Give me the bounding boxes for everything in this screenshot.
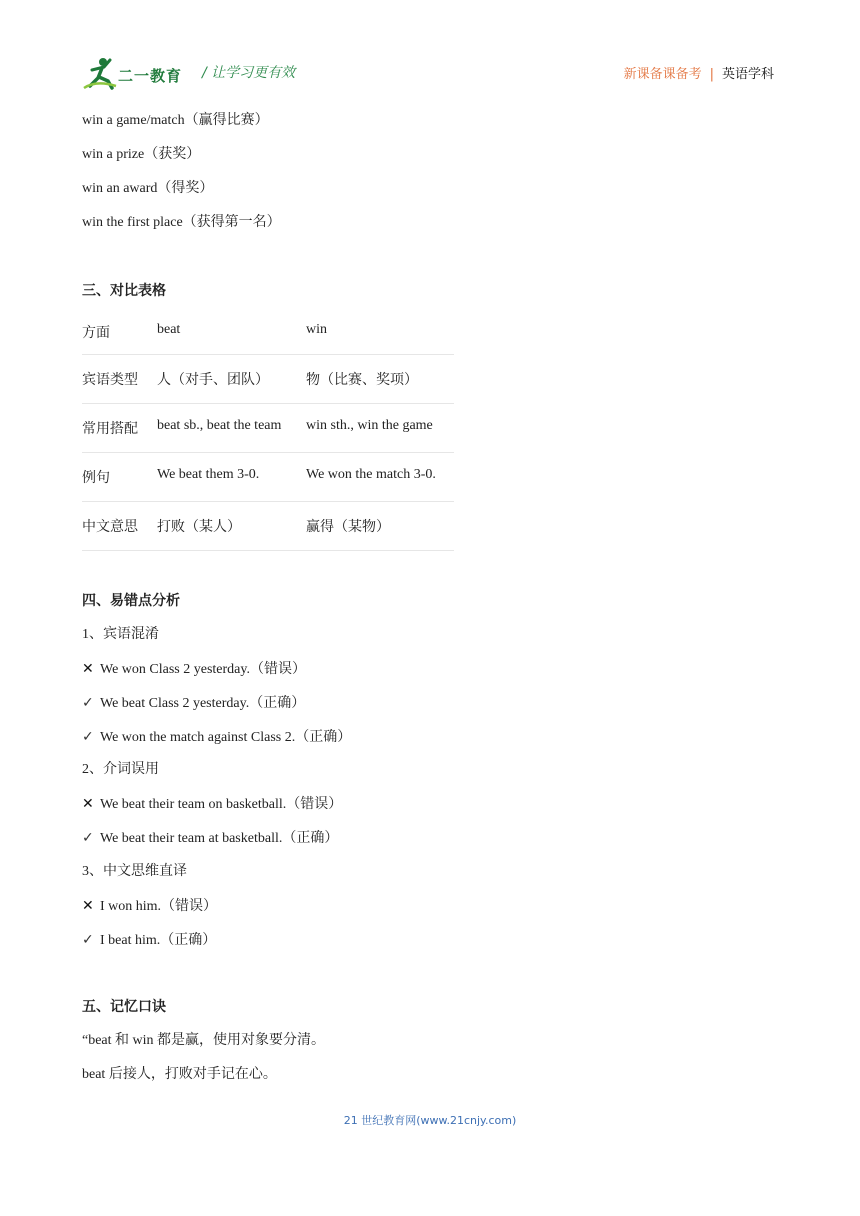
- check-icon: ✓: [82, 932, 94, 948]
- rhyme-line: “beat 和 win 都是赢，使用对象要分清。: [82, 1033, 326, 1048]
- cross-icon: ✕: [82, 898, 94, 914]
- example-line: [82, 896, 217, 917]
- phrase-line: win an award（得奖）: [82, 181, 214, 196]
- check-icon: ✓: [82, 830, 94, 846]
- table-cell: beat sb., beat the team: [157, 418, 282, 433]
- comparison-table: [82, 308, 454, 551]
- header-course-label: 新课备课备考: [623, 67, 702, 82]
- section-heading: 五、记忆口诀: [82, 999, 166, 1015]
- table-cell: 例句: [82, 471, 110, 486]
- logo-text: 二一教育: [118, 67, 183, 85]
- table-cell: 物（比赛、奖项）: [306, 373, 418, 388]
- phrase-line: win the first place（获得第一名）: [82, 215, 281, 230]
- table-cell: We beat them 3-0.: [157, 467, 260, 482]
- subheading: 2、介词误用: [82, 762, 159, 777]
- example-text: We beat their team at basketball.（正确）: [100, 831, 339, 846]
- table-cell: 常用搭配: [82, 422, 138, 437]
- header-separator: |: [709, 67, 714, 82]
- page-footer: 21 世纪教育网(www.21cnjy.com): [343, 1114, 517, 1127]
- example-text: We won the match against Class 2.（正确）: [100, 730, 352, 745]
- example-line: [82, 659, 306, 680]
- check-icon: ✓: [82, 729, 94, 745]
- check-icon: ✓: [82, 695, 94, 711]
- example-text: We won Class 2 yesterday.（错误）: [100, 662, 306, 677]
- header-slogan: / 让学习更有效: [202, 65, 296, 81]
- example-line: [82, 794, 342, 815]
- subheading: 1、宾语混淆: [82, 627, 159, 642]
- table-header-row: [82, 308, 454, 355]
- section-heading: 四、易错点分析: [82, 593, 180, 609]
- example-text: We beat their team on basketball.（错误）: [100, 797, 343, 812]
- table-cell: 宾语类型: [82, 373, 138, 388]
- example-line: [82, 828, 338, 849]
- table-cell: 方面: [82, 326, 110, 341]
- cross-icon: ✕: [82, 661, 94, 677]
- cross-icon: ✕: [82, 796, 94, 812]
- header-subject: [624, 63, 774, 82]
- page-header: [82, 52, 774, 92]
- table-cell: win: [306, 322, 327, 337]
- table-cell: 赢得（某物）: [306, 520, 390, 535]
- example-text: I won him.（错误）: [100, 899, 218, 914]
- example-line: [82, 727, 351, 748]
- runner-logo-icon: [82, 56, 118, 90]
- table-row: [82, 502, 454, 551]
- example-line: [82, 930, 216, 951]
- table-cell: 中文意思: [82, 520, 138, 535]
- table-row: [82, 404, 454, 453]
- table-row: [82, 355, 454, 404]
- table-cell: We won the match 3-0.: [306, 467, 436, 482]
- subheading: 3、中文思维直译: [82, 864, 187, 879]
- table-row: [82, 453, 454, 502]
- example-line: [82, 693, 305, 714]
- section-heading: 三、对比表格: [82, 283, 166, 299]
- example-text: I beat him.（正确）: [100, 933, 217, 948]
- table-cell: beat: [157, 322, 181, 337]
- example-text: We beat Class 2 yesterday.（正确）: [100, 696, 306, 711]
- logo: [82, 56, 197, 90]
- phrase-line: win a prize（获奖）: [82, 147, 201, 162]
- header-subject-label: 英语学科: [721, 67, 774, 82]
- phrase-line: win a game/match（赢得比赛）: [82, 113, 269, 128]
- table-cell: 人（对手、团队）: [157, 373, 269, 388]
- table-cell: win sth., win the game: [306, 418, 433, 433]
- rhyme-line: beat 后接人，打败对手记在心。: [82, 1067, 277, 1082]
- table-cell: 打败（某人）: [157, 520, 241, 535]
